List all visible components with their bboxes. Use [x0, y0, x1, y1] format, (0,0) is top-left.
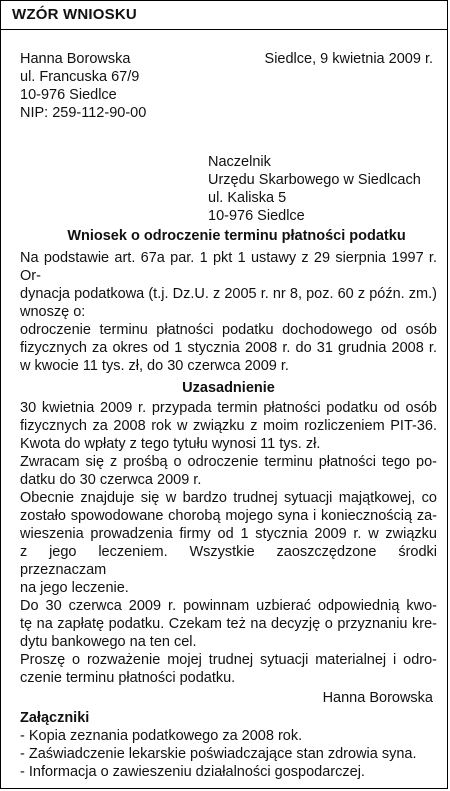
signature: Hanna Borowska: [322, 690, 433, 706]
text-line: z jego leczeniem. Wszystkie zaoszczędzone środki przeznaczam: [20, 544, 437, 578]
text-line: Obecnie znajduje się w bardzo trudnej sytuacji majątkowej, co: [20, 490, 437, 506]
text-line: wieszenia prowadzenia firmy od 1 stycznia 2009 r. w związku: [20, 526, 437, 542]
text-line: Na podstawie art. 67a par. 1 pkt 1 ustawy z 29 sierpnia 1997 r. Or-: [20, 250, 437, 284]
sender-city: 10-976 Siedlce: [20, 87, 117, 103]
sender-name: Hanna Borowska: [20, 51, 131, 67]
text-line: wnoszę o:: [20, 304, 86, 320]
text-line: tę na zapłatę podatku. Czekam też na decyzję o przyznaniu kre-: [20, 616, 437, 632]
recipient-line: ul. Kaliska 5: [208, 190, 287, 206]
recipient-line: 10-976 Siedlce: [208, 208, 305, 224]
text-line: dytu bankowego na ten cel.: [20, 634, 197, 650]
document-title: Wniosek o odroczenie terminu płatności podatku: [67, 228, 406, 244]
justification-paragraph-3: [20, 489, 437, 597]
justification-paragraph-1: [20, 399, 437, 453]
sender-address: [20, 50, 146, 122]
text-line: Do 30 czerwca 2009 r. powinnam uzbierać odpowiednią kwo-: [20, 598, 437, 614]
text-line: w kwocie 11 tys. zł, do 30 czerwca 2009 r.: [20, 358, 289, 374]
recipient-line: Naczelnik: [208, 154, 271, 170]
attachment-item: - Kopia zeznania podatkowego za 2008 rok.: [20, 728, 303, 744]
justification-paragraph-4: [20, 597, 437, 651]
sender-street: ul. Francuska 67/9: [20, 69, 140, 85]
attachment-item: - Informacja o zawieszeniu działalności gospodarczej.: [20, 764, 365, 780]
justification-title: Uzasadnienie: [182, 380, 275, 396]
document-header: WZÓR WNIOSKU: [1, 1, 447, 30]
text-line: fizycznych za 2008 rok w związku z moim rozliczeniem PIT-36.: [20, 418, 437, 434]
text-line: Zwracam się z prośbą o odroczenie terminu płatności tego po-: [20, 454, 437, 470]
sender-nip: NIP: 259-112-90-00: [20, 105, 147, 121]
text-line: dynacja podatkowa (t.j. Dz.U. z 2005 r. nr 8, poz. 60 z późn. zm.): [20, 286, 437, 302]
recipient-address: [208, 153, 437, 225]
text-line: na jego leczenie.: [20, 580, 129, 596]
document-body: [1, 30, 447, 781]
place-date: Siedlce, 9 kwietnia 2009 r.: [264, 51, 433, 67]
justification-paragraph-5: [20, 651, 437, 687]
request-paragraph: [20, 321, 437, 375]
text-line: Proszę o rozważenie mojej trudnej sytuacji materialnej i odro-: [20, 652, 437, 668]
text-line: odroczenie terminu płatności podatku dochodowego od osób: [20, 322, 437, 338]
text-line: fizycznych za okres od 1 stycznia 2008 r. do 31 grudnia 2008 r.: [20, 340, 437, 356]
justification-paragraph-2: [20, 453, 437, 489]
intro-paragraph: [20, 249, 437, 321]
attachment-item: - Zaświadczenie lekarskie poświadczające stan zdrowia syna.: [20, 746, 417, 762]
text-line: czenie terminu płatności podatku.: [20, 670, 236, 686]
attachments-list: [20, 727, 437, 781]
text-line: datku do 30 czerwca 2009 r.: [20, 472, 202, 488]
attachments-title: Załączniki: [20, 710, 90, 726]
sender-row: [20, 50, 437, 122]
text-line: zostało spowodowane chorobą mojego syna i koniecznością za-: [20, 508, 437, 524]
recipient-line: Urzędu Skarbowego w Siedlcach: [208, 172, 421, 188]
text-line: 30 kwietnia 2009 r. przypada termin płatności podatku od osób: [20, 400, 437, 416]
text-line: Kwota do wpłaty z tego tytułu wynosi 11 tys. zł.: [20, 436, 321, 452]
